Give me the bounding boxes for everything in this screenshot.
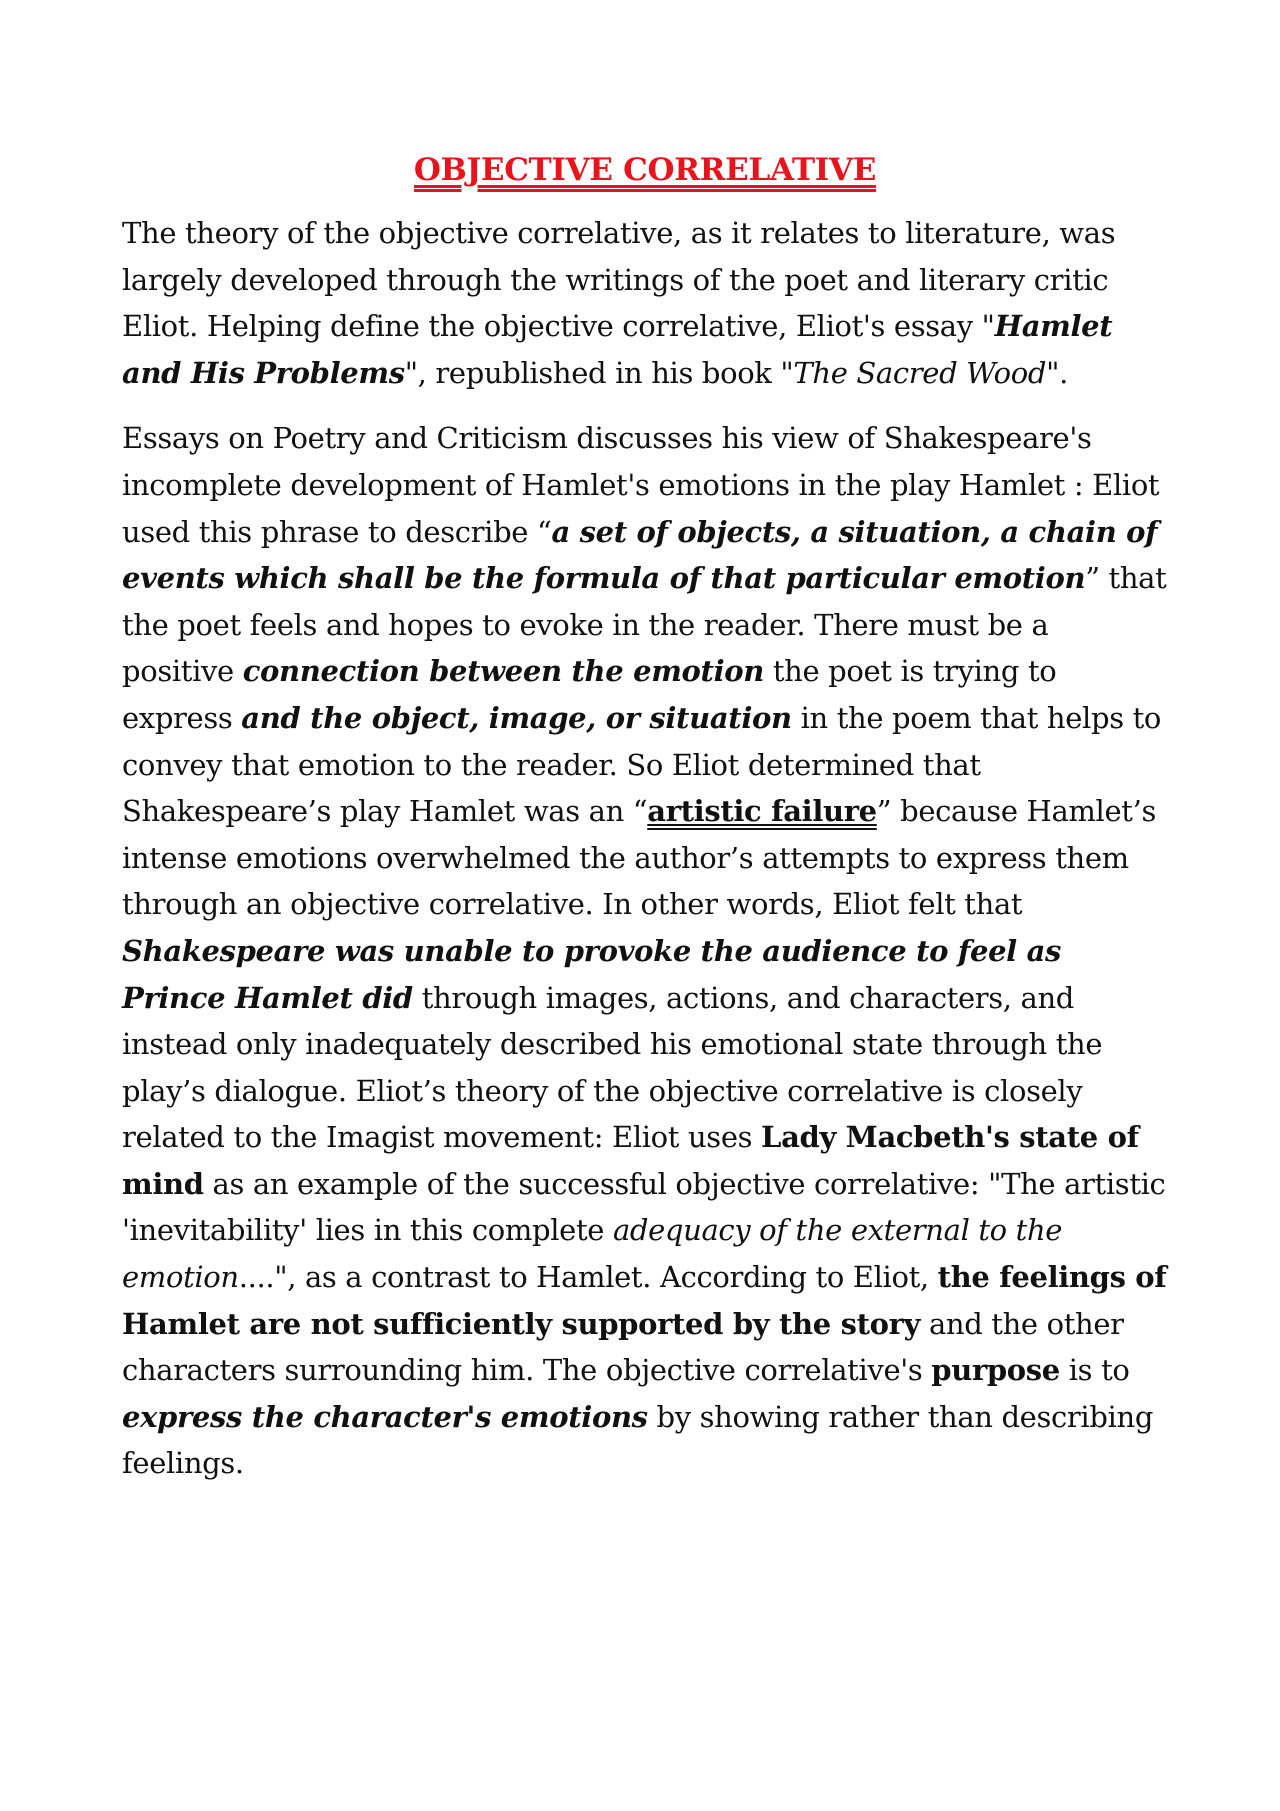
definition-quote: a set of objects, a situation, a chain of events which shall be the formula of that particular emotion — [122, 514, 1158, 596]
emphasis-feelings: the feelings of Hamlet are not sufficiently supported by the story — [122, 1260, 1167, 1341]
document-title: OBJECTIVE CORRELATIVE — [413, 152, 877, 188]
text-run: and the other characters surrounding him. The objective correlative's — [122, 1306, 1124, 1388]
text-run: ” because Hamlet’s intense emotions overwhelmed the author’s attempts to express them through an objective correlative. In other words, Eliot felt that — [122, 794, 1156, 922]
text-run: through images, actions, and characters, and instead only inadequately described his emotional state through the play’s dialogue. Eliot’s theory of the objective correlative is closely related to the Imagist movement: Eliot uses — [122, 980, 1103, 1155]
emphasis-connection: connection between the emotion — [242, 654, 764, 689]
text-run: ". — [1046, 355, 1068, 390]
emphasis-lady-macbeth: Lady Macbeth's state of mind — [122, 1120, 1139, 1201]
essay-title-emphasis: Hamlet and His Problems — [122, 309, 1113, 390]
text-run: Essays on Poetry and Criticism discusses his view of Shakespeare's incomplete development of Hamlet's emotions in the play Hamlet : Eliot used this phrase to describe “ — [122, 421, 1160, 549]
text-run: ” that the poet feels and hopes to evoke in the reader. There must be a positive — [122, 561, 1167, 689]
paragraph-body — [122, 415, 1168, 1487]
emphasis-adequacy: adequacy of the external to the emotion — [122, 1213, 1063, 1295]
text-run: ", republished in his book " — [404, 355, 794, 390]
emphasis-artistic-failure: artistic failure — [647, 794, 877, 829]
emphasis-express: express the character's emotions — [122, 1399, 648, 1434]
text-run: The theory of the objective correlative, as it relates to literature, was largely developed through the writings of the poet and literary critic Eliot. Helping define the objective correlative, Eliot's essay " — [122, 216, 1116, 344]
document-body — [122, 152, 1168, 1506]
emphasis-purpose: purpose — [931, 1353, 1060, 1388]
text-run: by showing rather than describing feelings. — [122, 1399, 1154, 1481]
text-run: the poet is trying to express — [122, 654, 1057, 735]
book-title-emphasis: The Sacred Wood — [793, 355, 1047, 390]
emphasis-shakespeare: Shakespeare was unable to provoke the audience to feel as Prince Hamlet did — [122, 933, 1062, 1015]
paragraph-intro — [122, 210, 1168, 396]
emphasis-object: and the object, image, or situation — [241, 700, 792, 735]
text-run: ....", as a contrast to Hamlet. According to Eliot, — [238, 1260, 938, 1295]
text-run: is to — [1059, 1353, 1130, 1388]
text-run: as an example of the successful objective correlative: "The artistic 'inevitability' lies in this complete — [122, 1166, 1166, 1248]
text-run: in the poem that helps to convey that emotion to the reader. So Eliot determined that Shakespeare’s play Hamlet was an “ — [122, 700, 1162, 829]
